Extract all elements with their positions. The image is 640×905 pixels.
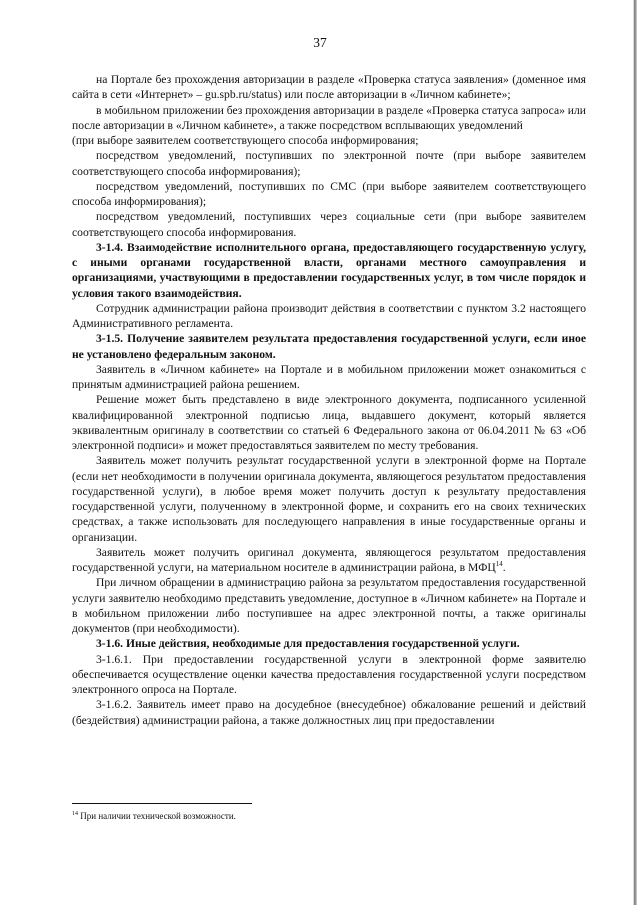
paragraph-quality-assessment: 3-1.6.1. При предоставлении государственной услуги в электронной форме заявителю обеспечивается осуществление оценки качества предоставления государственной услуги посредством электронного опроса на Портале. [72,652,586,696]
paragraph-email-notice: посредством уведомлений, поступивших по электронной почте (при выборе заявителем соответствующего способа информирования); [72,149,586,178]
section-heading-3-1-5 [72,331,586,362]
paragraph-appeal-right: 3-1.6.2. Заявитель имеет право на досудебное (внесудебное) обжалование решений и действий (бездействия) администрации района, а также должностных лиц при предоставлении [72,698,586,727]
scan-edge-shadow [633,0,637,905]
footnote [72,810,586,822]
document-body [72,72,586,728]
paragraph-electronic-result: Заявитель может получить результат государственной услуги в электронной форме на Портале (если нет необходимости в получении оригинала документа, являющегося результатом предоставления государственной услуги), в любое время может получить доступ к результату предоставления государственной услуги, полученному в электронной форме, и сохранить его на своих технических средствах, а также использовать для последующего направления в иные государственные органы и организации. [72,454,586,544]
footnote-text: При наличии технической возможности. [80,811,236,821]
page-number: 37 [313,35,327,50]
paragraph-sms-notice: посредством уведомлений, поступивших по СМС (при выборе заявителем соответствующего способа информирования); [72,179,586,208]
section-heading-3-1-4-text: 3-1.4. Взаимодействие исполнительного органа, предоставляющего государственную услугу, с иными органами государственной власти, органами местного самоуправления и организациями, участвующими в предоставлении государственных услуг, в том числе порядок и условия такого взаимодействия. [72,240,586,300]
paragraph-employee-actions: Сотрудник администрации района производит действия в соответствии с пунктом 3.2 настоящего Административного регламента. [72,301,586,330]
paragraph-original-document [72,545,586,576]
paragraph-original-document-text: Заявитель может получить оригинал документа, являющегося результатом предоставления государственной услуги, на материальном носителе в администрации района, в МФЦ [72,545,586,574]
footnote-divider [72,803,252,804]
footnote-reference: 14 [495,560,503,569]
paragraph-choice-note: (при выборе заявителем соответствующего способа информирования; [72,134,419,147]
paragraph-electronic-decision: Решение может быть представлено в виде электронного документа, подписанного усиленной квалифицированной электронной подписью лица, выдавшего документ, который является эквивалентным оригиналу в соответствии со статьей 6 Федерального закона от 06.04.2011 № 63 «Об электронной подписи» и может предоставляться заявителем по месту требования. [72,393,586,452]
footnote-mark: 14 [72,811,78,817]
footnote-reference-period: . [502,561,506,574]
paragraph-portal-status: на Портале без прохождения авторизации в разделе «Проверка статуса заявления» (доменное имя сайта в сети «Интернет» – gu.spb.ru/status) или после авторизации в «Личном кабинете»; [72,73,586,102]
section-heading-3-1-6-text: 3-1.6. Иные действия, необходимые для предоставления государственной услуги. [96,637,520,651]
paragraph-social-notice: посредством уведомлений, поступивших через социальные сети (при выборе заявителем соответствующего способа информирования. [72,210,586,239]
paragraph-personal-cabinet: Заявитель в «Личном кабинете» на Портале и в мобильном приложении может ознакомиться с принятым администрацией района решением. [72,362,586,391]
section-heading-3-1-6 [72,636,586,651]
section-heading-3-1-4 [72,240,586,301]
paragraph-personal-visit: При личном обращении в администрацию района за результатом предоставления государственной услуги заявителю необходимо представить уведомление, доступное в «Личном кабинете» на Портале и в мобильном приложении либо поступившее на адрес электронной почты, а также оригиналы документов (при необходимости). [72,576,586,635]
section-heading-3-1-5-text: 3-1.5. Получение заявителем результата предоставления государственной услуги, если иное не установлено федеральным законом. [72,332,586,361]
paragraph-mobile-app: в мобильном приложении без прохождения авторизации в разделе «Проверка статуса запроса» или после авторизации в «Личном кабинете», а также посредством всплывающих уведомлений [72,103,586,132]
